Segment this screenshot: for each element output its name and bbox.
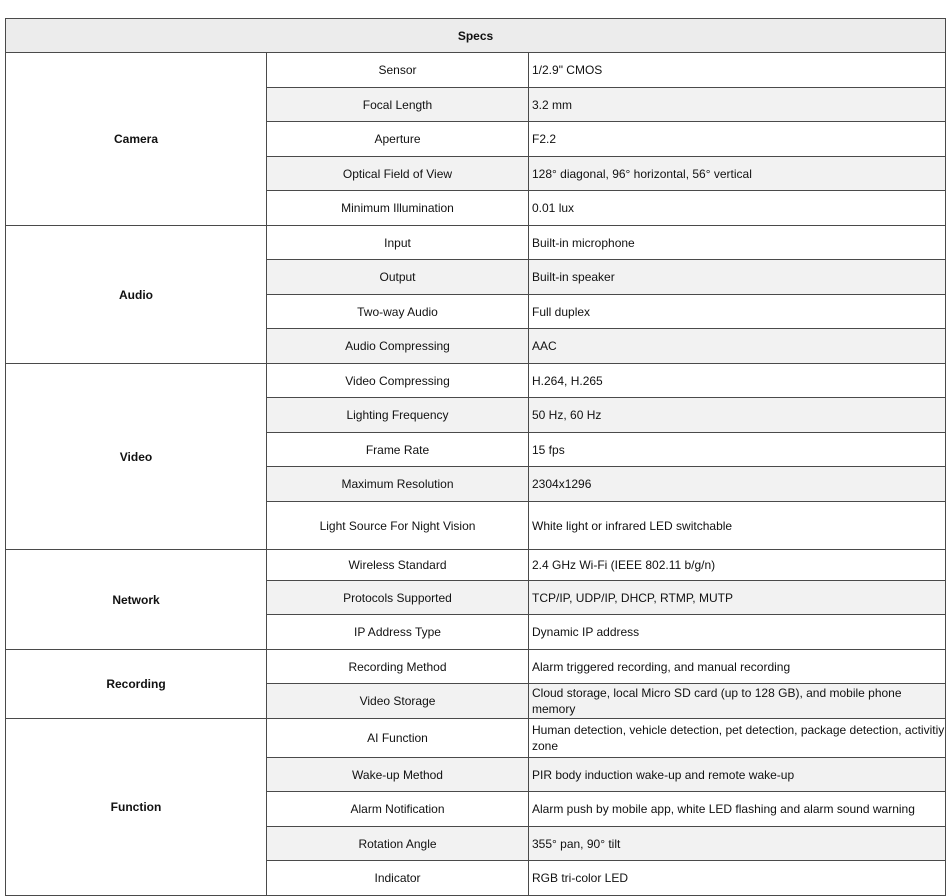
specs-body [6,53,946,896]
spec-label: Rotation Angle [267,827,529,861]
spec-label: Two-way Audio [267,295,529,329]
spec-value: 2304x1296 [529,467,946,502]
spec-value: F2.2 [529,122,946,157]
group-name: Network [6,550,267,650]
spec-value: TCP/IP, UDP/IP, DHCP, RTMP, MUTP [529,581,946,615]
spec-value: Alarm push by mobile app, white LED flashing and alarm sound warning [529,792,946,827]
spec-value: 2.4 GHz Wi-Fi (IEEE 802.11 b/g/n) [529,550,946,581]
spec-row [6,226,946,260]
spec-value: Cloud storage, local Micro SD card (up to 128 GB), and mobile phone memory [529,684,946,719]
spec-value: 355° pan, 90° tilt [529,827,946,861]
spec-row [6,650,946,684]
spec-label: Light Source For Night Vision [267,502,529,550]
spec-label: Sensor [267,53,529,88]
spec-value: Human detection, vehicle detection, pet detection, package detection, activitiy zone [529,719,946,758]
spec-label: Minimum Illumination [267,191,529,226]
spec-value: Built-in microphone [529,226,946,260]
spec-row [6,364,946,398]
spec-label: Frame Rate [267,433,529,467]
spec-value: Built-in speaker [529,260,946,295]
spec-label: IP Address Type [267,615,529,650]
spec-label: Focal Length [267,88,529,122]
spec-label: Aperture [267,122,529,157]
group-name: Video [6,364,267,550]
spec-row [6,53,946,88]
spec-value: White light or infrared LED switchable [529,502,946,550]
spec-label: Output [267,260,529,295]
group-name: Recording [6,650,267,719]
spec-value: 0.01 lux [529,191,946,226]
spec-row [6,550,946,581]
spec-label: Maximum Resolution [267,467,529,502]
spec-label: Optical Field of View [267,157,529,191]
spec-value: 50 Hz, 60 Hz [529,398,946,433]
spec-value: Full duplex [529,295,946,329]
spec-label: Recording Method [267,650,529,684]
spec-value: 128° diagonal, 96° horizontal, 56° vertical [529,157,946,191]
spec-label: Indicator [267,861,529,896]
group-name: Audio [6,226,267,364]
group-name: Function [6,719,267,896]
title-row [6,19,946,53]
spec-value: Alarm triggered recording, and manual recording [529,650,946,684]
group-name: Camera [6,53,267,226]
spec-label: Wireless Standard [267,550,529,581]
spec-value: 15 fps [529,433,946,467]
spec-value: 3.2 mm [529,88,946,122]
spec-label: Wake-up Method [267,758,529,792]
specs-table [5,18,946,896]
spec-value: H.264, H.265 [529,364,946,398]
spec-label: Audio Compressing [267,329,529,364]
spec-label: Video Compressing [267,364,529,398]
spec-label: Lighting Frequency [267,398,529,433]
table-title: Specs [6,19,946,53]
spec-label: AI Function [267,719,529,758]
spec-value: PIR body induction wake-up and remote wake-up [529,758,946,792]
spec-value: 1/2.9" CMOS [529,53,946,88]
spec-label: Protocols Supported [267,581,529,615]
spec-label: Alarm Notification [267,792,529,827]
spec-value: AAC [529,329,946,364]
spec-row [6,719,946,758]
spec-value: RGB tri-color LED [529,861,946,896]
spec-label: Input [267,226,529,260]
spec-label: Video Storage [267,684,529,719]
spec-value: Dynamic IP address [529,615,946,650]
